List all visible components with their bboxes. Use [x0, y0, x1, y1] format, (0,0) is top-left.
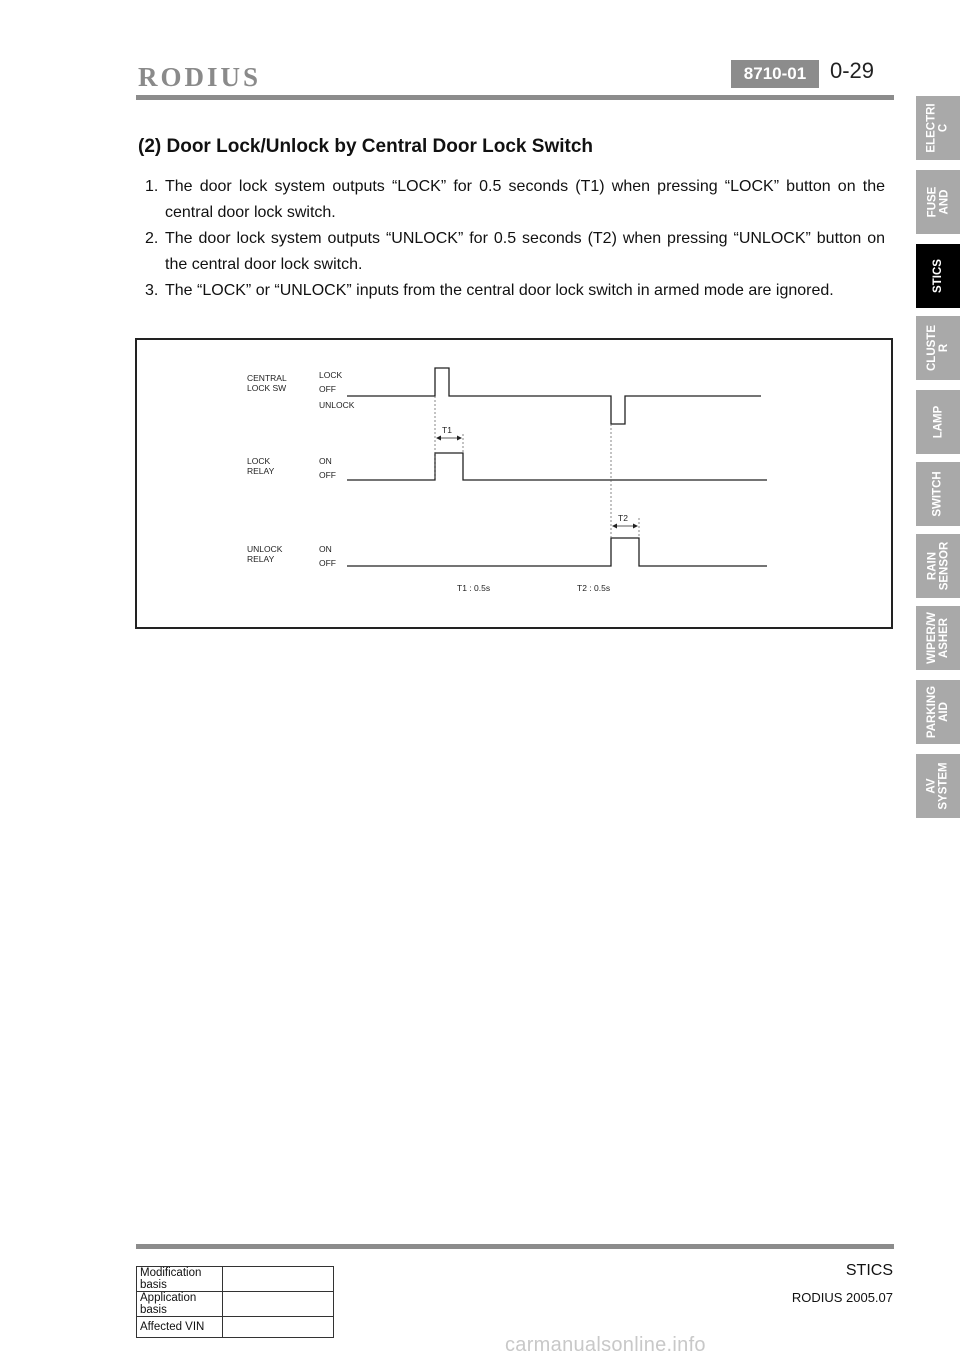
- tab-label: WIPER/W ASHER: [926, 612, 950, 664]
- central-lock-sw-label-line1: CENTRAL: [247, 373, 287, 383]
- unlock-relay-label-line2: RELAY: [247, 554, 275, 564]
- basis-value: [223, 1317, 334, 1338]
- watermark: carmanualsonline.info: [505, 1334, 706, 1356]
- timing-diagram: [135, 338, 893, 629]
- state-off-label: OFF: [319, 384, 336, 394]
- lock-relay-label-line1: LOCK: [247, 456, 271, 466]
- tab-electric[interactable]: [916, 96, 960, 160]
- t2-label: T2: [618, 513, 628, 523]
- step-number: 3.: [145, 282, 159, 299]
- tab-stics[interactable]: [916, 244, 960, 308]
- tab-av-system[interactable]: [916, 754, 960, 818]
- tab-switch[interactable]: [916, 462, 960, 526]
- step-number: 1.: [145, 178, 159, 195]
- tab-wiper-washer[interactable]: [916, 606, 960, 670]
- tab-label: CLUSTE R: [926, 325, 950, 371]
- step-item: [145, 226, 885, 278]
- basis-value: [223, 1267, 334, 1292]
- footer-section-name: STICS: [845, 1262, 893, 1279]
- t1-arrow-head-left: [436, 436, 441, 441]
- page-number: 0-29: [830, 58, 875, 83]
- step-text: The door lock system outputs “UNLOCK” for 0.5 seconds (T2) when pressing “UNLOCK” button on the central door lock switch.: [165, 230, 885, 273]
- footer-model-date: RODIUS 2005.07: [791, 1290, 893, 1305]
- table-row: [137, 1317, 334, 1338]
- step-text: The door lock system outputs “LOCK” for 0.5 seconds (T1) when pressing “LOCK” button on the central door lock switch.: [165, 178, 885, 221]
- basis-label: Affected VIN: [137, 1317, 223, 1338]
- tab-fuse-and[interactable]: [916, 170, 960, 234]
- basis-label: Application basis: [137, 1292, 223, 1317]
- table-row: [137, 1292, 334, 1317]
- t1-arrow-head-right: [457, 436, 462, 441]
- lock-relay-label-line2: RELAY: [247, 466, 275, 476]
- tab-parking-aid[interactable]: [916, 680, 960, 744]
- step-item: [145, 278, 885, 304]
- central-lock-sw-waveform: [347, 368, 761, 424]
- unlock-relay-waveform: [347, 538, 767, 566]
- basis-label: Modification basis: [137, 1267, 223, 1292]
- lock-relay-off-label: OFF: [319, 470, 336, 480]
- tab-label: ELECTRI C: [926, 103, 951, 153]
- tab-lamp[interactable]: [916, 390, 960, 454]
- step-text: The “LOCK” or “UNLOCK” inputs from the central door lock switch in armed mode are ignored.: [165, 282, 834, 299]
- t1-label: T1: [442, 425, 452, 435]
- tab-label: RAIN SENSOR: [926, 541, 951, 591]
- unlock-relay-label-line1: UNLOCK: [247, 544, 283, 554]
- steps-list: [145, 174, 885, 304]
- central-lock-sw-label-line2: LOCK SW: [247, 383, 287, 393]
- tab-label: FUSE AND: [925, 186, 950, 218]
- tab-label: SWITCH: [932, 471, 945, 517]
- header-rule: [136, 95, 894, 100]
- lock-relay-waveform: [347, 453, 767, 480]
- t1-duration-note: T1 : 0.5s: [457, 583, 491, 593]
- step-item: [145, 174, 885, 226]
- tab-label: LAMP: [932, 405, 944, 439]
- tab-rain-sensor[interactable]: [916, 534, 960, 598]
- tab-label: PARKING AID: [926, 685, 950, 739]
- t2-arrow-head-left: [612, 524, 617, 529]
- section-title: (2) Door Lock/Unlock by Central Door Lock Switch: [138, 136, 594, 157]
- step-number: 2.: [145, 230, 159, 247]
- tab-label: STICS: [932, 259, 944, 293]
- tab-cluster[interactable]: [916, 316, 960, 380]
- table-row: [137, 1267, 334, 1292]
- state-lock-label: LOCK: [319, 370, 343, 380]
- t2-arrow-head-right: [633, 524, 638, 529]
- tab-label: AV SYSTEM: [926, 762, 951, 810]
- footer-rule: [136, 1244, 894, 1249]
- state-unlock-label: UNLOCK: [319, 400, 355, 410]
- brand-logo: RODIUS: [138, 62, 262, 92]
- unlock-relay-on-label: ON: [319, 544, 332, 554]
- basis-table: [136, 1266, 334, 1338]
- section-code-badge: 8710-01: [731, 60, 819, 88]
- t2-duration-note: T2 : 0.5s: [577, 583, 611, 593]
- basis-value: [223, 1292, 334, 1317]
- unlock-relay-off-label: OFF: [319, 558, 336, 568]
- lock-relay-on-label: ON: [319, 456, 332, 466]
